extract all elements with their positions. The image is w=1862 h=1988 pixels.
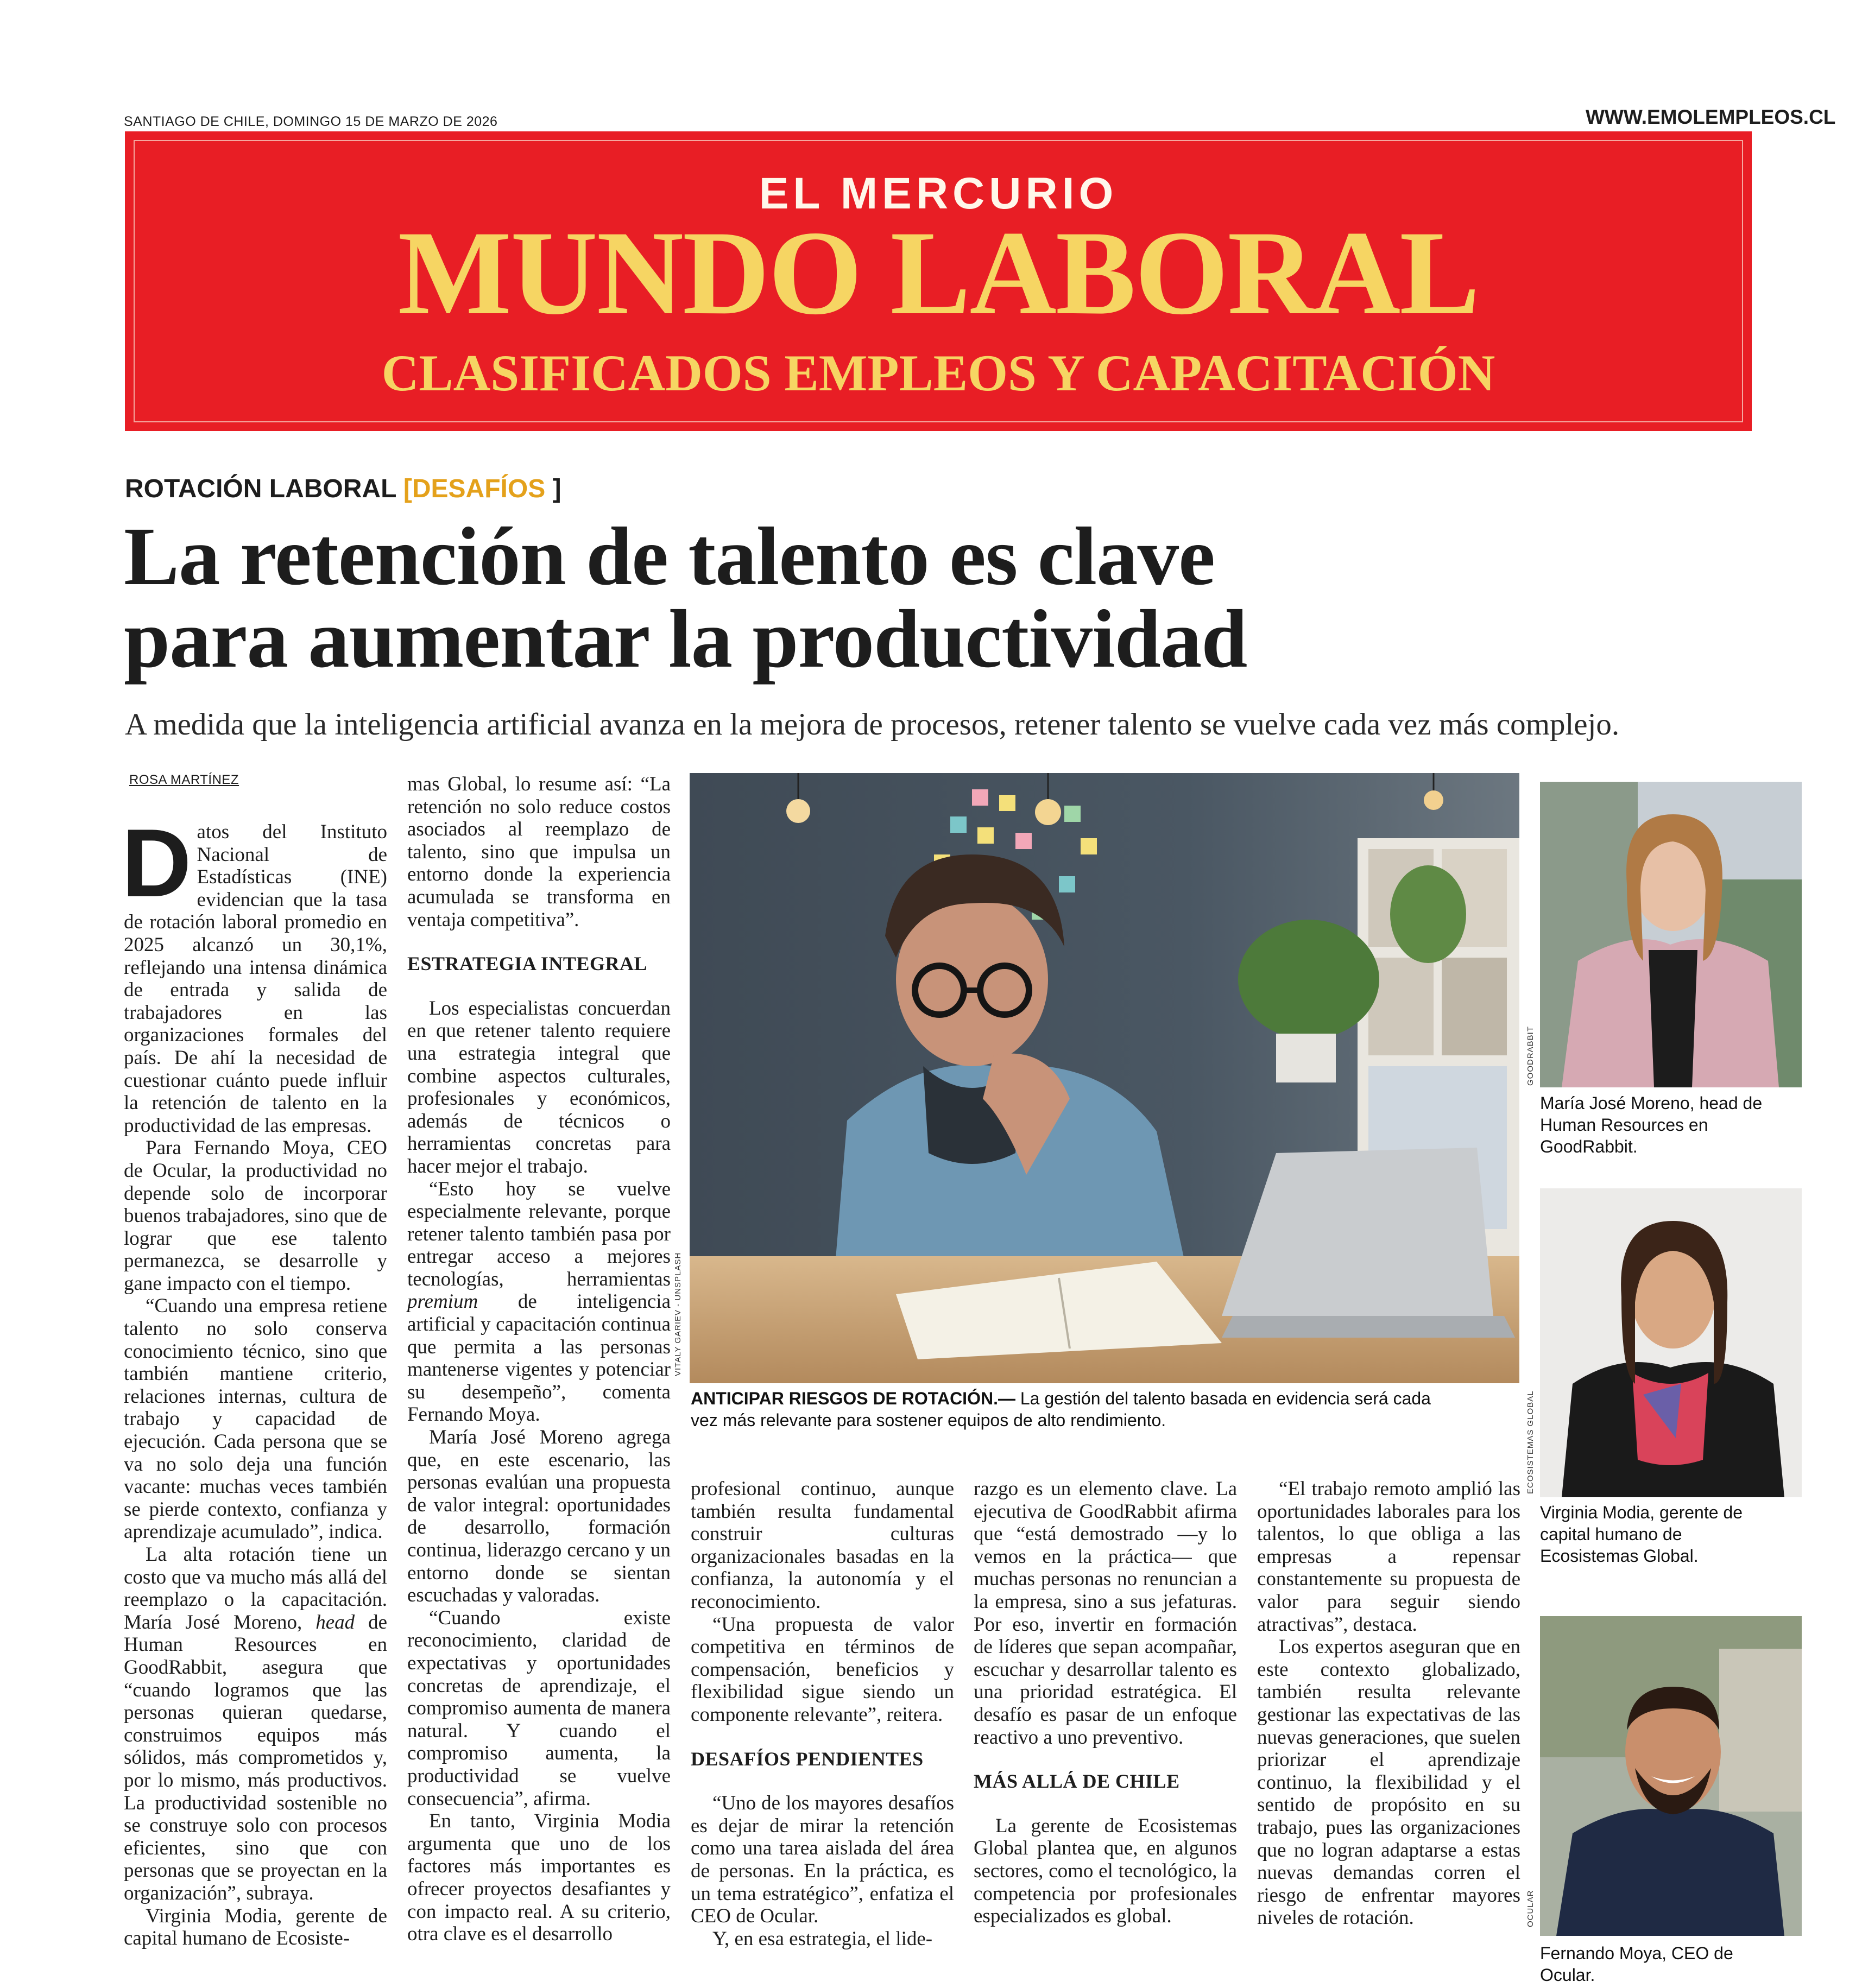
portrait-credit: GOODRABBIT — [1526, 1025, 1535, 1086]
paragraph: atos del Instituto Nacional de Estadísticas (INE) evidencian que la tasa de rotación laboral promedio en 2025 alcanzó un 30,1%, reflejando una intensa dinámica de entrada y salida de trabajadores en las organizaciones formales del país. De ahí la necesidad de cuestionar cuánto puede influir la retención de talento en la productividad de las empresas. — [124, 821, 387, 1137]
portrait-image — [1540, 1188, 1802, 1497]
portrait-image — [1540, 1616, 1802, 1936]
paragraph: profesional continuo, aunque también resulta fundamental construir culturas organizacionales basadas en la confianza, la autonomía y el reconocimiento. — [691, 1478, 954, 1613]
body-column-2 — [407, 773, 671, 1946]
website-link[interactable]: WWW.EMOLEMPLEOS.CL — [1586, 106, 1836, 128]
main-photo — [690, 773, 1519, 1383]
portrait-caption: Fernando Moya, CEO de Ocular. — [1540, 1943, 1733, 1985]
article-headline — [124, 511, 1644, 685]
paragraph: María José Moreno agrega que, en este escenario, las personas evalúan una propuesta de valor integral: oportunidades de desarrollo, formación continua, liderazgo cercano y un entorno donde se sientan escuchadas y valoradas. — [407, 1426, 671, 1607]
portrait-virginia-modia — [1540, 1188, 1802, 1497]
body-column-5 — [1257, 1478, 1520, 1929]
text-run: de Human Resources en GoodRabbit, asegura que “cuando logramos que las personas quieran quedarse, construimos equipos más sólidos, más comprometidos y, por lo mismo, más productivos. La productividad sostenible no se construye solo con procesos eficientes, sino que con personas que se proyectan en la organización”, subraya. — [124, 1611, 388, 1904]
paragraph: La gerente de Ecosistemas Global plantea que, en algunos sectores, como el tecnológico, la competencia por profesionales especializados es global. — [974, 1814, 1237, 1928]
kicker-close-bracket: ] — [552, 474, 561, 503]
portrait-image — [1540, 782, 1802, 1087]
text-run: La alta rotación tiene un costo que va mucho más allá del reemplazo o la capacitación. María José Moreno, — [124, 1543, 387, 1634]
brand-name: EL MERCURIO — [759, 169, 1118, 218]
kicker-open-bracket: [ — [403, 474, 412, 503]
subhead-mas-alla: MÁS ALLÁ DE CHILE — [974, 1770, 1180, 1793]
drop-cap: D — [122, 809, 192, 917]
paragraph: “Una propuesta de valor competitiva en términos de compensación, beneficios y flexibilidad sigue siendo un componente relevante”, reitera. — [691, 1613, 954, 1726]
italic-term: head — [315, 1611, 355, 1634]
dateline: SANTIAGO DE CHILE, DOMINGO 15 DE MARZO DE 2026 — [124, 114, 498, 129]
headline-line-1: La retención de talento es clave — [124, 511, 1215, 603]
text-run: “Esto hoy se vuelve especialmente relevante, porque retener talento también pasa por entregar acceso a mejores tecnologías, herramientas — [407, 1177, 671, 1290]
italic-term: premium — [407, 1290, 478, 1313]
woman-at-desk-illustration — [690, 773, 1519, 1383]
article-kicker — [125, 474, 561, 504]
photo-credit: VITALY GARIEV - UNSPLASH — [673, 1252, 683, 1376]
section-title: MUNDO LABORAL — [397, 206, 1479, 340]
section-subtitle: CLASIFICADOS EMPLEOS Y CAPACITACIÓN — [381, 344, 1495, 402]
paragraph: Y, en esa estrategia, el lide- — [712, 1927, 933, 1950]
headline-line-2: para aumentar la productividad — [124, 593, 1247, 685]
paragraph: “Uno de los mayores desafíos es dejar de mirar la retención como una tarea aislada del área de personas. En la práctica, es un tema estratégico”, enfatiza el CEO de Ocular. — [691, 1792, 954, 1928]
portrait-maria-jose-moreno — [1540, 782, 1802, 1087]
text-run: de inteligencia artificial y capacitación continua que permita a las personas mantenerse vigentes y potenciar su desempeño”, comenta Fernando Moya. — [407, 1290, 671, 1426]
article-deck: A medida que la inteligencia artificial avanza en la mejora de procesos, retener talento se vuelve cada vez más complejo. — [125, 707, 1620, 742]
paragraph: “Cuando existe reconocimiento, claridad de expectativas y oportunidades concretas de aprendizaje, el compromiso aumenta de manera natural. Y cuando el compromiso aumenta, la productividad se vuelve consecuencia”, afirma. — [407, 1606, 671, 1810]
byline: ROSA MARTÍNEZ — [129, 773, 239, 787]
body-column-3 — [691, 1478, 954, 1950]
portrait-credit: ECOSISTEMAS GLOBAL — [1526, 1390, 1535, 1494]
kicker-tag: DESAFÍOS — [412, 474, 546, 503]
paragraph: Los expertos aseguran que en este contexto globalizado, también resulta relevante gestionar las expectativas de las nuevas generaciones, que suelen priorizar el aprendizaje continuo, la flexibilidad y el sentido de propósito en su trabajo, pues las organizaciones que no logran adaptarse a estas nuevas demandas corren el riesgo de enfrentar mayores niveles de rotación. — [1257, 1636, 1520, 1929]
portrait-caption: Virginia Modia, gerente de capital humano de Ecosistemas Global. — [1540, 1503, 1743, 1566]
subhead-estrategia: ESTRATEGIA INTEGRAL — [407, 953, 647, 975]
kicker-section: ROTACIÓN LABORAL — [125, 474, 396, 503]
paragraph: En tanto, Virginia Modia argumenta que uno de los factores más importantes es ofrecer proyectos desafiantes y con impacto real. A su criterio, otra clave es el desarrollo — [407, 1810, 671, 1946]
portrait-caption: María José Moreno, head de Human Resources en GoodRabbit. — [1540, 1093, 1763, 1156]
caption-lead: ANTICIPAR RIESGOS DE ROTACIÓN.— — [691, 1389, 1015, 1408]
paragraph — [124, 1543, 387, 1905]
paragraph: mas Global, lo resume así: “La retención no solo reduce costos asociados al reemplazo de talento, sino que impulsa un entorno donde la experiencia acumulada se transforma en ventaja competitiva”. — [407, 773, 671, 931]
paragraph: Para Fernando Moya, CEO de Ocular, la productividad no depende solo de incorporar buenos trabajadores, sino que de lograr que ese talento permanezca, se desarrolle y gane impacto con el tiempo. — [124, 1137, 387, 1295]
body-column-4 — [974, 1478, 1237, 1928]
paragraph: “El trabajo remoto amplió las oportunidades laborales para los talentos, lo que obliga a las empresas a repensar constantemente su propuesta de valor para seguir siendo atractivas”, destaca. — [1257, 1478, 1520, 1636]
paragraph: razgo es un elemento clave. La ejecutiva de GoodRabbit afirma que “está demostrado —y lo vemos en la práctica— que muchas personas no renuncian a la empresa, sino a sus jefaturas. Por eso, invertir en formación de líderes que sepan acompañar, escuchar y desarrollar talento es una prioridad estratégica. El desafío es pasar de un enfoque reactivo a uno preventivo. — [974, 1478, 1237, 1749]
caption-text: La gestión del talento basada en evidencia será cada vez más relevante para sostener equipos de alto rendimiento. — [691, 1389, 1431, 1430]
section-banner — [125, 131, 1752, 431]
subhead-desafios: DESAFÍOS PENDIENTES — [691, 1748, 924, 1770]
portrait-fernando-moya — [1540, 1616, 1802, 1936]
paragraph: Los especialistas concuerdan en que retener talento requiere una estrategia integral que combine aspectos culturales, profesionales y económicos, además de técnicos o herramientas concretas para hacer mejor el trabajo. — [407, 997, 671, 1177]
main-photo-caption — [691, 1388, 1462, 1431]
paragraph — [407, 1178, 671, 1427]
portrait-credit: OCULAR — [1526, 1890, 1535, 1927]
body-column-1 — [122, 809, 388, 1950]
paragraph: Virginia Modia, gerente de capital humano de Ecosiste- — [124, 1904, 387, 1950]
paragraph: “Cuando una empresa retiene talento no solo conserva conocimiento técnico, sino que también mantiene criterio, relaciones internas, cultura de trabajo y capacidad de ejecución. Cada persona que se va no solo deja una función vacante: muchas veces también se pierde contexto, confianza y aprendizaje acumulado”, indica. — [124, 1295, 387, 1543]
